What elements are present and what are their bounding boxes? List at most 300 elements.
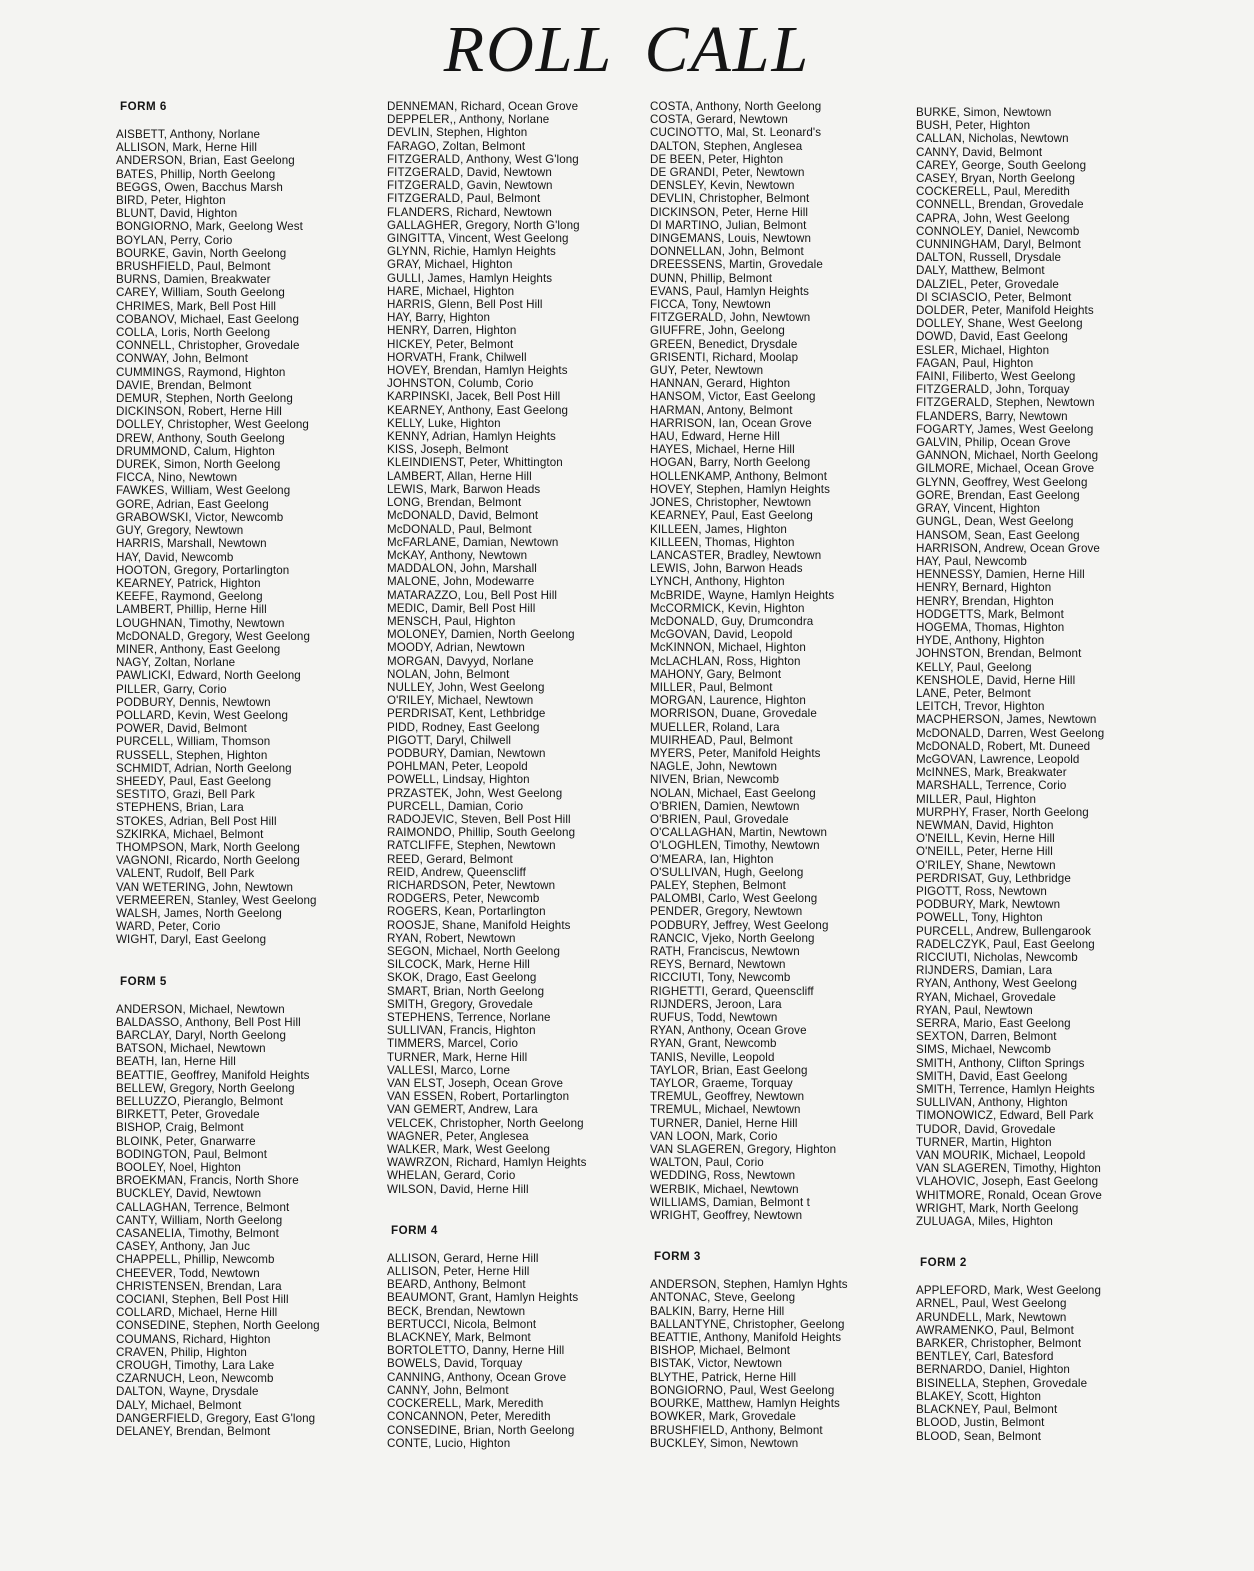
student-entry: KEEFE, Raymond, Geelong [116,590,263,604]
student-entry: DEVLIN, Christopher, Belmont [650,192,810,206]
student-entry: KLEINDIENST, Peter, Whittington [387,456,563,470]
student-entry: HAYES, Michael, Herne Hill [650,443,795,457]
student-entry: THOMPSON, Mark, North Geelong [116,840,300,854]
student-entry: BONGIORNO, Paul, West Geelong [650,1383,835,1397]
student-entry: CUMMINGS, Raymond, Highton [116,365,286,379]
student-entry: PURCELL, Andrew, Bullengarook [916,924,1091,938]
student-entry: VLAHOVIC, Joseph, East Geelong [916,1175,1099,1189]
student-entry: HARRISON, Ian, Ocean Grove [650,416,812,430]
student-entry: HENRY, Darren, Highton [387,324,517,338]
student-entry: BATSON, Michael, Newtown [116,1042,266,1056]
student-entry: HORVATH, Frank, Chilwell [387,350,527,364]
student-entry: GANNON, Michael, North Geelong [916,449,1099,463]
student-entry: GRABOWSKI, Victor, Newcomb [116,510,284,524]
student-entry: BLACKNEY, Paul, Belmont [916,1403,1058,1417]
student-entry: FLANDERS, Barry, Newtown [916,409,1068,423]
student-entry: SIMS, Michael, Newcomb [916,1043,1051,1057]
student-entry: McGOVAN, Lawrence, Leopold [916,752,1080,766]
student-entry: DENSLEY, Kevin, Newtown [650,179,795,193]
student-entry: BODINGTON, Paul, Belmont [116,1147,268,1161]
student-entry: MATARAZZO, Lou, Bell Post Hill [387,588,558,602]
student-entry: DUNN, Phillip, Belmont [650,271,773,285]
student-entry: BARKER, Christopher, Belmont [916,1337,1082,1351]
student-entry: VAN ESSEN, Robert, Portarlington [387,1090,570,1104]
student-entry: PERDRISAT, Guy, Lethbridge [916,871,1071,885]
student-entry: CONSEDINE, Stephen, North Geelong [116,1319,320,1333]
student-entry: NOLAN, John, Belmont [387,667,510,681]
student-entry: CASEY, Bryan, North Geelong [916,172,1076,186]
student-entry: TURNER, Daniel, Herne Hill [650,1116,798,1130]
student-entry: CANNY, David, Belmont [916,145,1043,159]
student-entry: JONES, Christopher, Newtown [650,496,812,510]
student-entry: O'BRIEN, Damien, Newtown [650,799,800,813]
student-entry: SMITH, David, East Geelong [916,1069,1068,1083]
student-entry: CUNNINGHAM, Daryl, Belmont [916,238,1081,252]
student-entry: DENNEMAN, Richard, Ocean Grove [387,100,579,113]
student-entry: RATH, Franciscus, Newtown [650,945,800,958]
form-section [116,100,378,947]
student-entry: NAGY, Zoltan, Norlane [116,656,236,670]
student-entry: FITZGERALD, David, Newtown [387,166,552,180]
form-heading: FORM 6 [120,100,167,113]
student-entry: BALLANTYNE, Christopher, Geelong [650,1317,845,1331]
student-entry: BELLEW, Gregory, North Geelong [116,1081,295,1095]
student-entry: ANDERSON, Brian, East Geelong [116,154,295,168]
student-entry: ALLISON, Gerard, Herne Hill [387,1251,539,1265]
student-entry: FLANDERS, Richard, Newtown [387,205,552,219]
form-heading: FORM 4 [391,1223,438,1237]
student-entry: CALLAGHAN, Terrence, Belmont [116,1200,290,1214]
student-entry: DREESSENS, Martin, Grovedale [650,258,823,272]
student-entry: WEDDING, Ross, Newtown [650,1169,796,1183]
student-entry: DRUMMOND, Calum, Highton [116,444,275,458]
student-entry: DANGERFIELD, Gregory, East G'long [116,1411,316,1425]
student-entry: NEWMAN, David, Highton [916,818,1054,832]
student-entry: SEXTON, Darren, Belmont [916,1030,1057,1044]
column-3 [650,100,912,1478]
student-entry: FITZGERALD, Anthony, West G'long [387,152,579,166]
student-entry: HOLLENKAMP, Anthony, Belmont [650,469,828,483]
student-entry: BUSH, Peter, Highton [916,119,1031,133]
student-entry: WARD, Peter, Corio [116,920,221,934]
student-entry: MADDALON, John, Marshall [387,562,537,576]
student-entry: O'NEILL, Peter, Herne Hill [916,845,1053,859]
student-list [916,106,1178,1228]
student-entry: BEATTIE, Geoffrey, Manifold Heights [116,1068,310,1082]
student-entry: RODGERS, Peter, Newcomb [387,892,540,906]
student-entry: O'MEARA, Ian, Highton [650,852,774,866]
student-entry: McCORMICK, Kevin, Highton [650,601,805,615]
student-entry: CASEY, Anthony, Jan Juc [116,1240,250,1254]
student-entry: KILLEEN, James, Highton [650,522,787,536]
student-entry: WERBIK, Michael, Newtown [650,1182,799,1196]
student-entry: GRAY, Michael, Highton [387,258,513,272]
student-entry: BIRKETT, Peter, Grovedale [116,1108,260,1122]
student-entry: BIRD, Peter, Highton [116,194,226,208]
form-section [650,1250,912,1450]
student-entry: MOLONEY, Damien, North Geelong [387,628,575,642]
student-entry: GIUFFRE, John, Geelong [650,324,785,338]
student-entry: GUY, Peter, Newtown [650,364,764,378]
student-entry: PURCELL, Damian, Corio [387,799,524,813]
student-list [916,1284,1178,1442]
student-entry: WAGNER, Peter, Anglesea [387,1129,529,1143]
student-entry: RATCLIFFE, Stephen, Newtown [387,839,556,853]
student-entry: PILLER, Garry, Corio [116,682,227,696]
student-entry: McDONALD, Darren, West Geelong [916,726,1105,740]
form-heading: FORM 5 [120,974,167,988]
student-entry: BROEKMAN, Francis, North Shore [116,1174,299,1188]
student-entry: PODBURY, Mark, Newtown [916,898,1061,912]
form-heading: FORM 2 [920,1256,967,1270]
student-entry: COSTA, Anthony, North Geelong [650,100,822,113]
student-entry: ARNEL, Paul, West Geelong [916,1297,1067,1311]
student-list [387,100,649,1196]
student-entry: DELANEY, Brendan, Belmont [116,1425,271,1439]
student-entry: LAMBERT, Phillip, Herne Hill [116,603,267,617]
student-entry: CRAVEN, Philip, Highton [116,1345,247,1359]
student-entry: DAVIE, Brendan, Belmont [116,378,252,392]
column-2 [387,100,649,1478]
student-entry: BLUNT, David, Highton [116,207,238,221]
student-entry: ANDERSON, Stephen, Hamlyn Hghts [650,1278,848,1292]
student-entry: BATES, Phillip, North Geelong [116,167,276,181]
student-entry: SMITH, Terrence, Hamlyn Heights [916,1083,1095,1097]
student-entry: POWER, David, Belmont [116,722,247,736]
student-entry: ROGERS, Kean, Portarlington [387,905,546,919]
student-entry: POWELL, Lindsay, Highton [387,773,530,787]
student-entry: WHITMORE, Ronald, Ocean Grove [916,1188,1102,1202]
student-entry: BISTAK, Victor, Newtown [650,1357,783,1371]
student-entry: MACPHERSON, James, Newtown [916,713,1097,727]
student-entry: PODBURY, Damian, Newtown [387,746,546,760]
student-entry: CHRISTENSEN, Brendan, Lara [116,1279,282,1293]
student-entry: SCHMIDT, Adrian, North Geelong [116,761,292,775]
student-entry: MILLER, Paul, Belmont [650,680,773,694]
student-entry: EVANS, Paul, Hamlyn Heights [650,284,810,298]
student-entry: COLLARD, Michael, Herne Hill [116,1306,278,1320]
student-entry: GINGITTA, Vincent, West Geelong [387,232,569,246]
student-entry: DEPPELER,, Anthony, Norlane [387,113,550,127]
student-entry: HARMAN, Antony, Belmont [650,403,793,417]
student-entry: GALVIN, Philip, Ocean Grove [916,436,1071,450]
student-entry: BISHOP, Craig, Belmont [116,1121,244,1135]
student-entry: VAN SLAGEREN, Gregory, Highton [650,1143,837,1157]
student-entry: RICCIUTI, Nicholas, Newcomb [916,951,1078,964]
student-entry: NULLEY, John, West Geelong [387,680,545,694]
student-entry: KENNY, Adrian, Hamlyn Heights [387,430,556,444]
student-entry: McGOVAN, David, Leopold [650,628,793,642]
student-entry: HODGETTS, Mark, Belmont [916,607,1064,621]
student-entry: PODBURY, Jeffrey, West Geelong [650,918,829,932]
student-list [650,1278,912,1450]
student-entry: BEAUMONT, Grant, Hamlyn Heights [387,1291,579,1305]
student-entry: WILLIAMS, Damian, Belmont t [650,1195,810,1209]
form-section [916,106,1178,1228]
student-entry: BLAKEY, Scott, Highton [916,1389,1042,1403]
student-entry: BONGIORNO, Mark, Geelong West [116,220,303,234]
student-entry: McDONALD, Gregory, West Geelong [116,629,311,643]
student-entry: DALY, Michael, Belmont [116,1398,242,1412]
student-entry: MURPHY, Fraser, North Geelong [916,805,1089,819]
student-entry: HAY, David, Newcomb [116,550,234,564]
student-entry: TUDOR, David, Grovedale [916,1122,1056,1136]
student-entry: KEARNEY, Patrick, Highton [116,576,261,590]
student-entry: TIMMERS, Marcel, Corio [387,1037,519,1051]
student-entry: WHELAN, Gerard, Corio [387,1169,516,1183]
student-entry: BISHOP, Michael, Belmont [650,1344,791,1358]
student-entry: GUNGL, Dean, West Geelong [916,515,1074,529]
student-entry: HARRIS, Glenn, Bell Post Hill [387,298,543,312]
student-entry: VAN MOURIK, Michael, Leopold [916,1149,1086,1163]
form-section [916,1256,1178,1442]
student-entry: RUSSELL, Stephen, Highton [116,748,268,762]
student-entry: HANNAN, Gerard, Highton [650,377,791,391]
student-entry: MAHONY, Gary, Belmont [650,667,782,681]
student-entry: HOVEY, Stephen, Hamlyn Heights [650,482,831,496]
student-entry: NIVEN, Brian, Newcomb [650,773,780,787]
student-entry: O'LOGHLEN, Timothy, Newtown [650,839,820,853]
student-entry: POLLARD, Kevin, West Geelong [116,708,289,722]
student-entry: LONG, Brendan, Belmont [387,496,522,510]
student-entry: BOURKE, Matthew, Hamlyn Heights [650,1397,840,1411]
student-entry: FAINI, Filiberto, West Geelong [916,370,1076,384]
student-entry: BOOLEY, Noel, Highton [116,1161,241,1175]
student-entry: O'RILEY, Shane, Newtown [916,858,1056,872]
student-entry: REID, Andrew, Queenscliff [387,865,526,879]
student-entry: BALKIN, Barry, Herne Hill [650,1304,785,1318]
student-entry: HAY, Paul, Newcomb [916,554,1027,568]
student-entry: COBANOV, Michael, East Geelong [116,312,300,326]
student-entry: VAGNONI, Ricardo, North Geelong [116,854,300,868]
student-entry: DI MARTINO, Julian, Belmont [650,218,807,232]
student-entry: TAYLOR, Brian, East Geelong [650,1063,808,1077]
student-entry: DALTON, Stephen, Anglesea [650,139,803,153]
student-entry: RYAN, Grant, Newcomb [650,1037,777,1051]
student-entry: BOURKE, Gavin, North Geelong [116,246,287,260]
student-entry: FARAGO, Zoltan, Belmont [387,139,526,153]
student-entry: REYS, Bernard, Newtown [650,958,786,972]
student-entry: O'SULLIVAN, Hugh, Geelong [650,865,804,879]
student-entry: BALDASSO, Anthony, Bell Post Hill [116,1015,301,1029]
student-entry: COSTA, Gerard, Newtown [650,113,788,127]
student-entry: MENSCH, Paul, Highton [387,614,516,628]
student-entry: BLOINK, Peter, Gnarwarre [116,1134,256,1148]
student-entry: O'CALLAGHAN, Martin, Newtown [650,826,828,840]
column-4 [916,106,1178,1471]
student-entry: MINER, Anthony, East Geelong [116,642,281,656]
student-entry: BERNARDO, Daniel, Highton [916,1363,1070,1377]
student-entry: RYAN, Robert, Newtown [387,931,516,945]
student-entry: COCIANI, Stephen, Bell Post Hill [116,1293,289,1307]
student-entry: CUCINOTTO, Mal, St. Leonard's [650,126,822,140]
student-entry: AISBETT, Anthony, Norlane [116,128,261,141]
student-entry: POHLMAN, Peter, Leopold [387,760,528,774]
student-entry: MUELLER, Roland, Lara [650,720,780,734]
student-entry: FICCA, Nino, Newtown [116,471,238,485]
student-entry: RYAN, Michael, Grovedale [916,990,1056,1004]
student-entry: WIGHT, Daryl, East Geelong [116,933,267,947]
student-entry: SULLIVAN, Anthony, Highton [916,1096,1068,1110]
student-list [387,1252,649,1450]
student-entry: WRIGHT, Geoffrey, Newtown [650,1209,803,1223]
student-entry: COCKERELL, Paul, Meredith [916,185,1070,199]
student-entry: WRIGHT, Mark, North Geelong [916,1201,1079,1215]
student-entry: DICKINSON, Robert, Herne Hill [116,405,282,419]
student-entry: CANTY, William, North Geelong [116,1213,283,1227]
student-entry: BLOOD, Justin, Belmont [916,1416,1045,1430]
student-entry: DE GRANDI, Peter, Newtown [650,166,805,180]
form-section [387,1224,649,1450]
student-entry: PIGOTT, Ross, Newtown [916,884,1047,898]
student-entry: RADELCZYK, Paul, East Geelong [916,937,1095,951]
student-entry: REED, Gerard, Belmont [387,852,513,866]
student-entry: MEDIC, Damir, Bell Post Hill [387,601,536,615]
student-entry: DALTON, Russell, Drysdale [916,251,1062,265]
student-entry: JOHNSTON, Brendan, Belmont [916,647,1082,661]
student-entry: KELLY, Paul, Geelong [916,660,1032,674]
student-entry: BEATH, Ian, Herne Hill [116,1055,236,1069]
student-entry: CANNING, Anthony, Ocean Grove [387,1370,567,1384]
student-entry: CANNY, John, Belmont [387,1383,509,1397]
student-entry: SMITH, Gregory, Grovedale [387,997,533,1011]
student-entry: BISINELLA, Stephen, Grovedale [916,1376,1088,1390]
student-entry: McFARLANE, Damian, Newtown [387,535,559,549]
student-entry: DICKINSON, Peter, Herne Hill [650,205,809,219]
student-entry: DREW, Anthony, South Geelong [116,431,285,445]
column-1 [116,100,378,1466]
student-entry: HICKEY, Peter, Belmont [387,337,514,351]
student-entry: HAU, Edward, Herne Hill [650,430,780,444]
student-entry: McDONALD, David, Belmont [387,509,539,523]
student-entry: PURCELL, William, Thomson [116,735,271,749]
student-entry: POWELL, Tony, Highton [916,911,1043,925]
student-entry: HYDE, Anthony, Highton [916,634,1045,648]
student-entry: PALOMBI, Carlo, West Geelong [650,892,818,906]
student-entry: COCKERELL, Mark, Meredith [387,1397,544,1411]
student-entry: LOUGHNAN, Timothy, Newtown [116,616,285,630]
student-entry: DONNELLAN, John, Belmont [650,245,804,259]
student-entry: KEARNEY, Paul, East Geelong [650,509,813,523]
student-entry: RYAN, Anthony, West Geelong [916,977,1078,991]
student-entry: AWRAMENKO, Paul, Belmont [916,1323,1074,1337]
student-entry: FICCA, Tony, Newtown [650,298,771,312]
form-section [116,975,378,1439]
student-entry: PIDD, Rodney, East Geelong [387,720,540,734]
student-entry: CAPRA, John, West Geelong [916,211,1070,225]
student-entry: KELLY, Luke, Highton [387,416,501,430]
student-entry: BERTUCCI, Nicola, Belmont [387,1317,537,1331]
student-entry: ALLISON, Mark, Herne Hill [116,141,258,155]
page-title: ROLL CALL [443,13,811,86]
student-entry: BOWELS, David, Torquay [387,1357,523,1371]
student-entry: GALLAGHER, Gregory, North G'long [387,218,580,232]
student-entry: McINNES, Mark, Breakwater [916,766,1067,780]
student-entry: DE BEEN, Peter, Highton [650,152,784,166]
student-entry: VAN WETERING, John, Newtown [116,880,294,894]
student-entry: MOODY, Adrian, Newtown [387,641,525,655]
student-entry: FITZGERALD, John, Torquay [916,383,1070,397]
student-entry: CONWAY, John, Belmont [116,352,249,366]
student-entry: HARRIS, Marshall, Newtown [116,537,267,551]
student-entry: LYNCH, Anthony, Highton [650,575,785,589]
student-entry: VALENT, Rudolf, Bell Park [116,867,255,881]
student-entry: LEWIS, John, Barwon Heads [650,562,803,576]
student-entry: BRUSHFIELD, Anthony, Belmont [650,1423,823,1437]
student-entry: MUIRHEAD, Paul, Belmont [650,733,793,747]
student-entry: HOGAN, Barry, North Geelong [650,456,811,470]
student-entry: RICCIUTI, Tony, Newcomb [650,971,791,985]
student-entry: O'RILEY, Michael, Newtown [387,694,534,708]
student-entry: VAN LOON, Mark, Corio [650,1129,778,1143]
student-entry: CASANELIA, Timothy, Belmont [116,1227,279,1241]
student-entry: McLACHLAN, Ross, Highton [650,654,801,668]
student-entry: BLOOD, Sean, Belmont [916,1429,1042,1443]
student-entry: DI SCIASCIO, Peter, Belmont [916,290,1072,304]
student-entry: CONCANNON, Peter, Meredith [387,1410,551,1424]
student-entry: FAWKES, William, West Geelong [116,484,291,498]
student-entry: HENNESSY, Damien, Herne Hill [916,568,1085,582]
student-entry: GORE, Adrian, East Geelong [116,497,269,511]
student-entry: DALY, Matthew, Belmont [916,264,1045,278]
student-entry: HARE, Michael, Highton [387,284,515,298]
student-entry: GORE, Brendan, East Geelong [916,488,1080,502]
student-entry: FITZGERALD, Gavin, Newtown [387,179,553,193]
student-entry: BRUSHFIELD, Paul, Belmont [116,260,271,274]
student-entry: DALZIEL, Peter, Grovedale [916,277,1059,291]
student-entry: WALTON, Paul, Corio [650,1156,764,1170]
student-entry: DALTON, Wayne, Drysdale [116,1385,259,1399]
student-entry: MYERS, Peter, Manifold Heights [650,746,821,760]
student-entry: MILLER, Paul, Highton [916,792,1037,806]
student-entry: RADOJEVIC, Steven, Bell Post Hill [387,812,571,826]
student-entry: WALKER, Mark, West Geelong [387,1143,551,1157]
student-entry: BLYTHE, Patrick, Herne Hill [650,1370,797,1384]
student-list [650,100,912,1222]
student-entry: DUREK, Simon, North Geelong [116,458,281,472]
student-entry: MALONE, John, Modewarre [387,575,535,589]
student-entry: BURNS, Damien, Breakwater [116,273,271,287]
student-entry: VERMEEREN, Stanley, West Geelong [116,893,317,907]
student-entry: McBRIDE, Wayne, Hamlyn Heights [650,588,835,602]
student-entry: PENDER, Gregory, Newtown [650,905,803,919]
student-entry: VAN GEMERT, Andrew, Lara [387,1103,538,1117]
student-entry: McDONALD, Robert, Mt. Duneed [916,739,1091,753]
student-entry: BENTLEY, Carl, Batesford [916,1350,1054,1364]
student-entry: KILLEEN, Thomas, Highton [650,535,795,549]
student-entry: BOWKER, Mark, Grovedale [650,1410,796,1424]
student-entry: RUFUS, Todd, Newtown [650,1011,778,1025]
student-entry: DINGEMANS, Louis, Newtown [650,232,811,246]
student-entry: LANCASTER, Bradley, Newtown [650,548,822,562]
student-entry: SEGON, Michael, North Geelong [387,945,561,958]
student-entry: PRZASTEK, John, West Geelong [387,786,563,800]
student-entry: GRAY, Vincent, Highton [916,502,1041,516]
student-entry: APPLEFORD, Mark, West Geelong [916,1284,1102,1298]
student-entry: BURKE, Simon, Newtown [916,106,1052,119]
student-entry: ALLISON, Peter, Herne Hill [387,1265,530,1279]
student-entry: STOKES, Adrian, Bell Post Hill [116,814,277,828]
student-entry: McDONALD, Paul, Belmont [387,522,532,536]
student-entry: JOHNSTON, Columb, Corio [387,377,534,391]
student-entry: CONNELL, Christopher, Grovedale [116,339,300,353]
student-entry: PERDRISAT, Kent, Lethbridge [387,707,546,721]
student-entry: DOWD, David, East Geelong [916,330,1068,344]
student-entry: CHRIMES, Mark, Bell Post Hill [116,299,277,313]
student-entry: VAN SLAGEREN, Timothy, Highton [916,1162,1101,1176]
student-entry: VALLESI, Marco, Lorne [387,1063,511,1077]
student-entry: COLLA, Loris, North Geelong [116,326,271,340]
